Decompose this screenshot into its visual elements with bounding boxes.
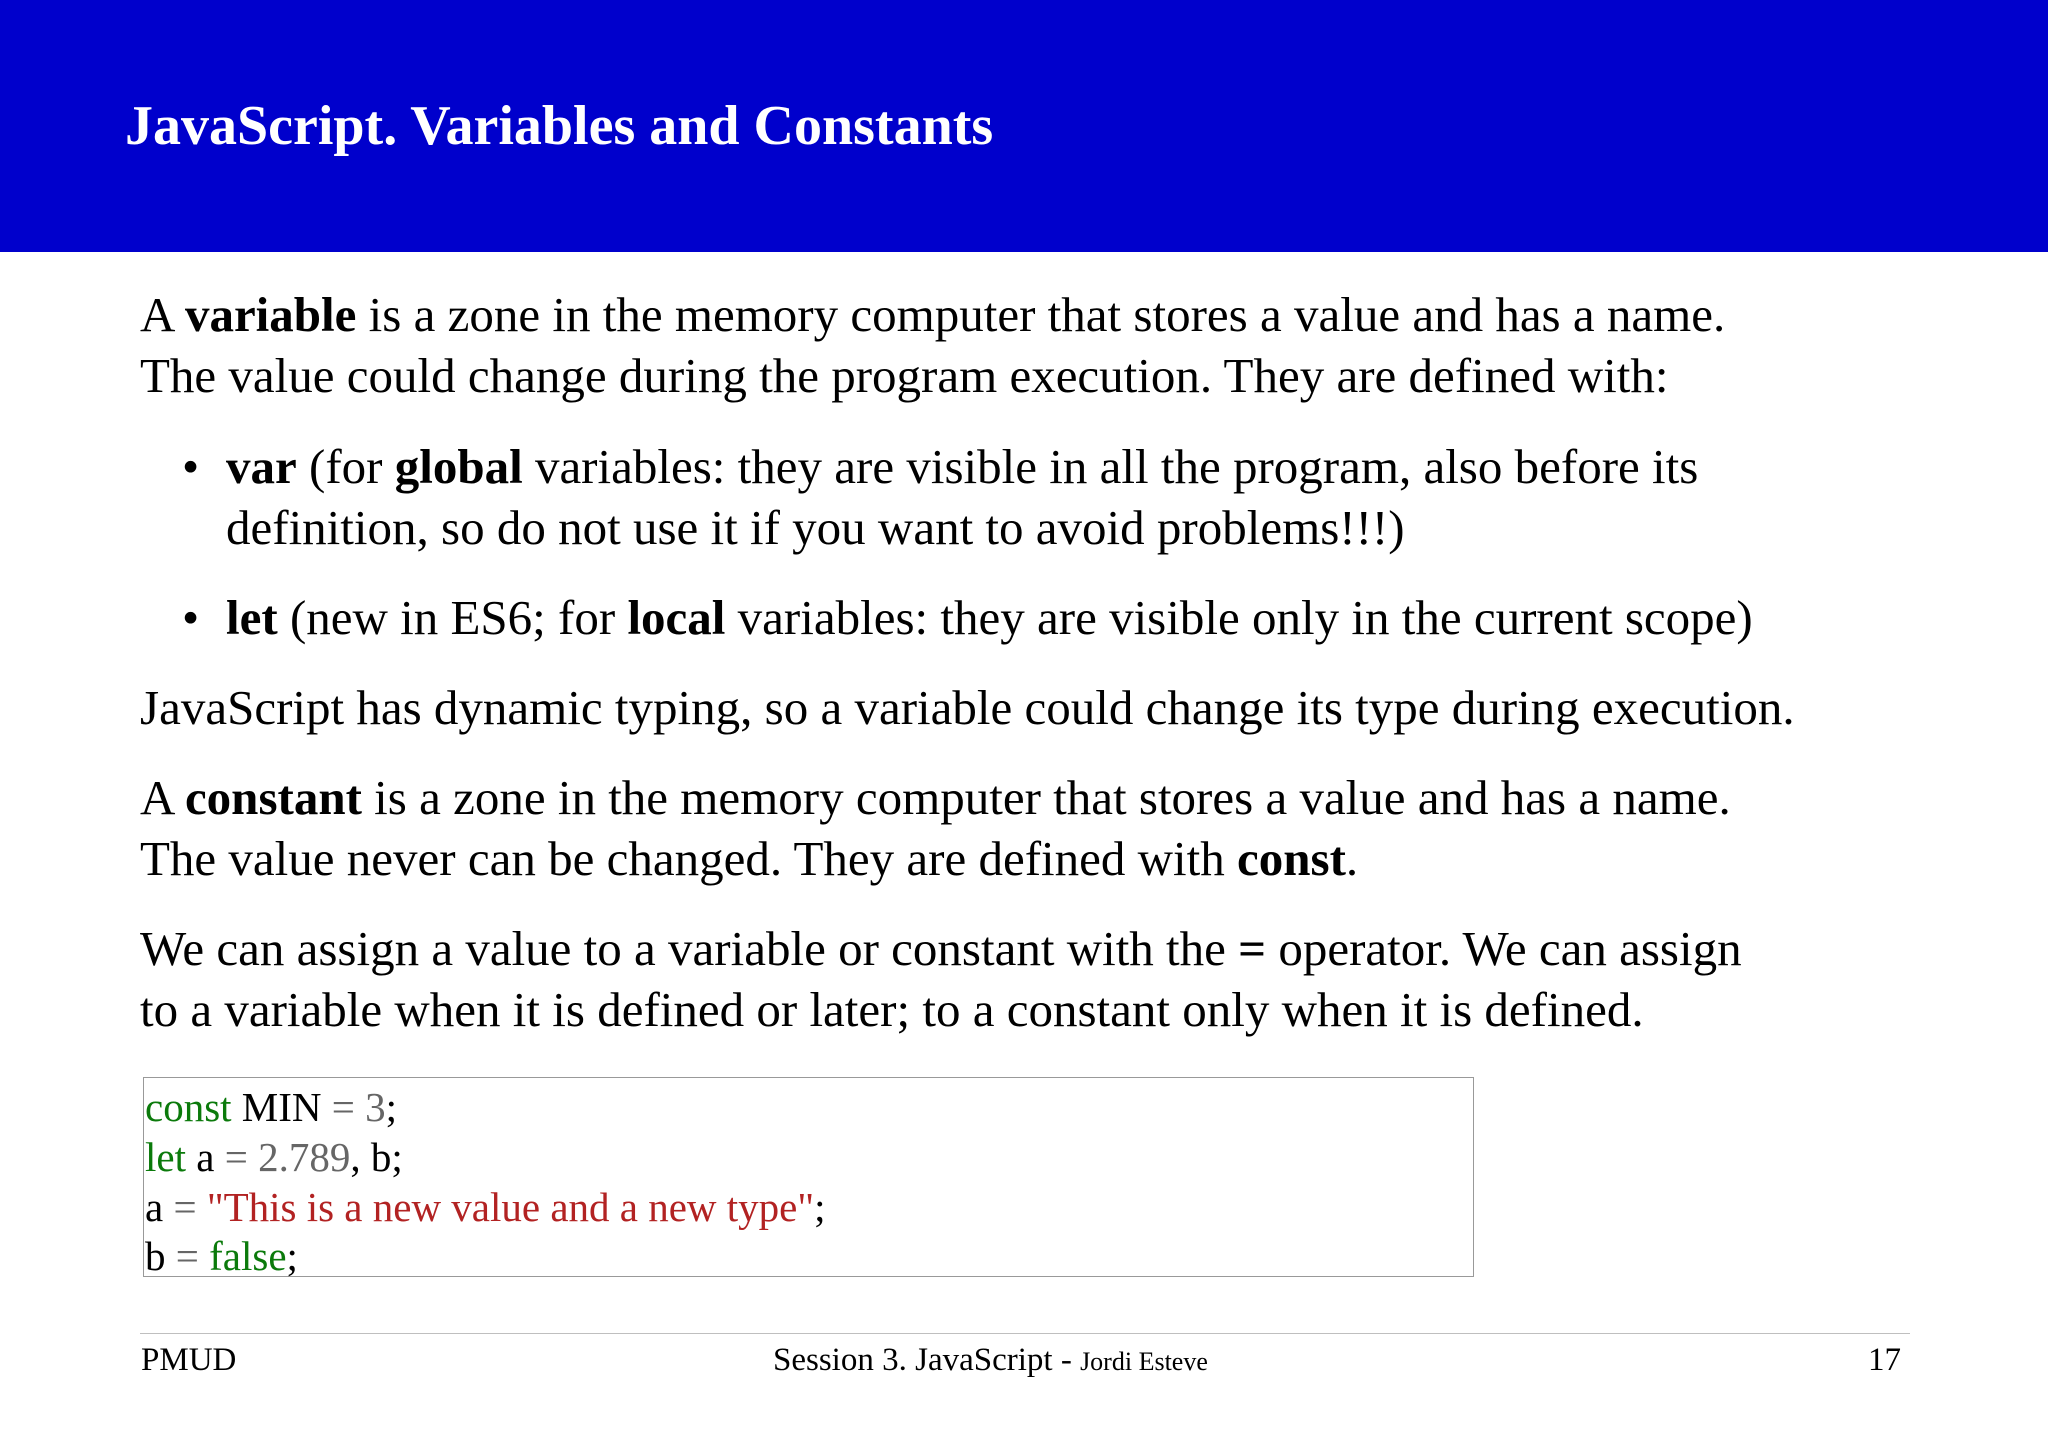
footer-course: PMUD (141, 1342, 237, 1378)
constant-definition-line2: The value never can be changed. They are defined with const. (140, 831, 1359, 886)
bullet-var-line2: definition, so do not use it if you want to avoid problems!!!) (226, 500, 1405, 555)
assignment-text-line1: We can assign a value to a variable or constant with the = operator. We can assign (140, 921, 1742, 976)
page-number: 17 (1868, 1342, 1901, 1378)
footer-divider (140, 1333, 1910, 1334)
code-example (143, 1077, 1474, 1277)
bullet-let: let (new in ES6; for local variables: they are visible only in the current scope) (226, 590, 1753, 645)
code-line: let a = 2.789, b; (145, 1134, 403, 1180)
code-line: const MIN = 3; (145, 1084, 398, 1130)
title-bar (0, 0, 2048, 252)
code-line: b = false; (145, 1233, 298, 1279)
bullet-var-line1: var (for global variables: they are visible in all the program, also before its (226, 439, 1699, 494)
variable-definition-line1: A variable is a zone in the memory computer that stores a value and has a name. (140, 287, 1726, 342)
footer-session: Session 3. JavaScript - Jordi Esteve (773, 1342, 1208, 1378)
assignment-text-line2: to a variable when it is defined or later; to a constant only when it is defined. (140, 982, 1644, 1037)
variable-definition-line2: The value could change during the program execution. They are defined with: (140, 348, 1669, 403)
constant-definition-line1: A constant is a zone in the memory computer that stores a value and has a name. (140, 770, 1731, 825)
dynamic-typing-text: JavaScript has dynamic typing, so a variable could change its type during execution. (140, 680, 1795, 735)
code-line: a = "This is a new value and a new type"; (145, 1184, 826, 1230)
slide-title: JavaScript. Variables and Constants (125, 95, 994, 157)
bullet-icon: • (182, 439, 200, 494)
bullet-icon: • (182, 590, 200, 645)
